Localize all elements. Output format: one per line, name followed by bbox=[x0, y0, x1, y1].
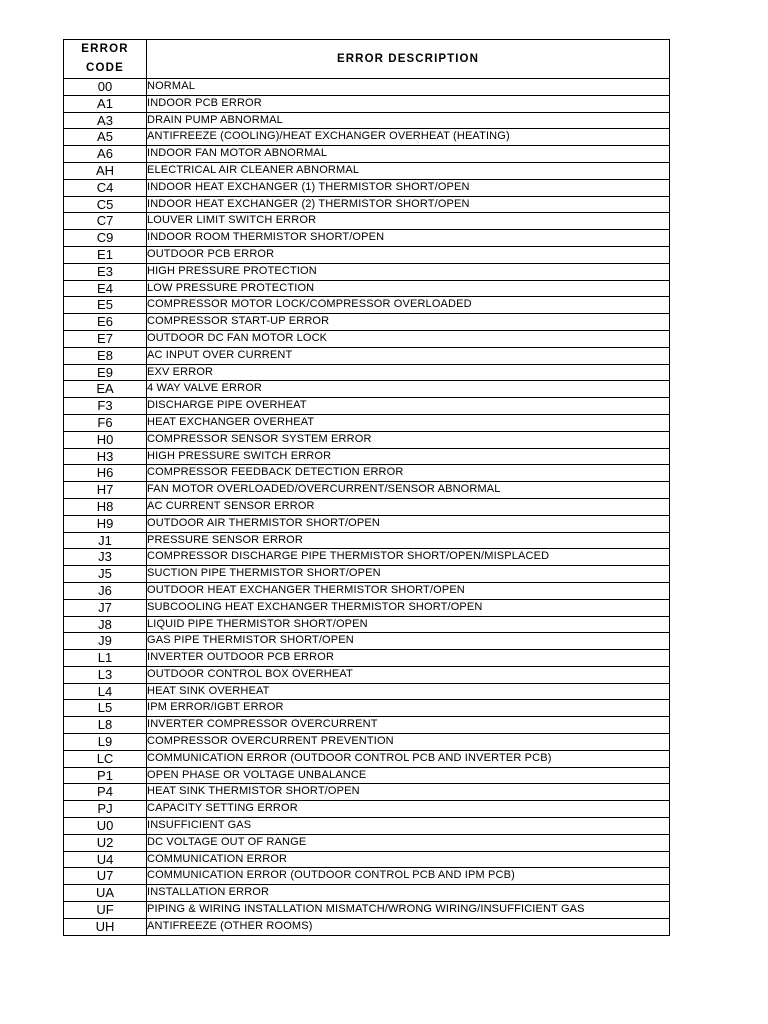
error-code-cell: J9 bbox=[64, 633, 147, 650]
error-code-cell: H8 bbox=[64, 498, 147, 515]
error-description-cell: INSUFFICIENT GAS bbox=[147, 818, 670, 835]
table-row bbox=[64, 885, 670, 902]
error-code-cell: J7 bbox=[64, 599, 147, 616]
error-description-cell: COMPRESSOR SENSOR SYSTEM ERROR bbox=[147, 431, 670, 448]
error-code-cell: L5 bbox=[64, 700, 147, 717]
table-row bbox=[64, 532, 670, 549]
error-code-cell: E7 bbox=[64, 330, 147, 347]
error-description-cell: PRESSURE SENSOR ERROR bbox=[147, 532, 670, 549]
error-description-cell: OUTDOOR DC FAN MOTOR LOCK bbox=[147, 330, 670, 347]
error-code-cell: E4 bbox=[64, 280, 147, 297]
table-row bbox=[64, 767, 670, 784]
error-description-cell: INSTALLATION ERROR bbox=[147, 885, 670, 902]
error-description-cell: NORMAL bbox=[147, 79, 670, 96]
table-row bbox=[64, 515, 670, 532]
table-row bbox=[64, 146, 670, 163]
table-row bbox=[64, 297, 670, 314]
table-row bbox=[64, 129, 670, 146]
error-code-cell: A5 bbox=[64, 129, 147, 146]
table-row bbox=[64, 263, 670, 280]
error-description-cell: DC VOLTAGE OUT OF RANGE bbox=[147, 834, 670, 851]
error-code-table bbox=[63, 39, 670, 936]
error-description-cell: ELECTRICAL AIR CLEANER ABNORMAL bbox=[147, 162, 670, 179]
error-code-cell: UF bbox=[64, 902, 147, 919]
error-code-cell: H0 bbox=[64, 431, 147, 448]
error-code-cell: L1 bbox=[64, 650, 147, 667]
error-description-cell: OPEN PHASE OR VOLTAGE UNBALANCE bbox=[147, 767, 670, 784]
error-code-cell: UH bbox=[64, 918, 147, 935]
error-description-cell: CAPACITY SETTING ERROR bbox=[147, 801, 670, 818]
error-description-cell: OUTDOOR HEAT EXCHANGER THERMISTOR SHORT/OPEN bbox=[147, 582, 670, 599]
error-description-cell: COMPRESSOR MOTOR LOCK/COMPRESSOR OVERLOADED bbox=[147, 297, 670, 314]
table-row bbox=[64, 717, 670, 734]
table-row bbox=[64, 902, 670, 919]
error-code-cell: AH bbox=[64, 162, 147, 179]
table-row bbox=[64, 868, 670, 885]
error-description-cell: HIGH PRESSURE PROTECTION bbox=[147, 263, 670, 280]
table-row bbox=[64, 314, 670, 331]
error-description-cell: INDOOR FAN MOTOR ABNORMAL bbox=[147, 146, 670, 163]
table-row bbox=[64, 230, 670, 247]
error-description-cell: OUTDOOR CONTROL BOX OVERHEAT bbox=[147, 666, 670, 683]
error-description-cell: COMMUNICATION ERROR (OUTDOOR CONTROL PCB AND IPM PCB) bbox=[147, 868, 670, 885]
error-code-cell: L3 bbox=[64, 666, 147, 683]
error-description-cell: LOUVER LIMIT SWITCH ERROR bbox=[147, 213, 670, 230]
error-description-cell: DRAIN PUMP ABNORMAL bbox=[147, 112, 670, 129]
table-row bbox=[64, 330, 670, 347]
table-row bbox=[64, 162, 670, 179]
error-code-cell: 00 bbox=[64, 79, 147, 96]
error-description-cell: ANTIFREEZE (COOLING)/HEAT EXCHANGER OVERHEAT (HEATING) bbox=[147, 129, 670, 146]
table-row bbox=[64, 750, 670, 767]
error-code-column-header bbox=[64, 40, 147, 79]
table-row bbox=[64, 246, 670, 263]
error-code-cell: H6 bbox=[64, 465, 147, 482]
error-description-cell: IPM ERROR/IGBT ERROR bbox=[147, 700, 670, 717]
table-row bbox=[64, 784, 670, 801]
error-code-cell: F6 bbox=[64, 414, 147, 431]
table-row bbox=[64, 851, 670, 868]
error-description-cell: HIGH PRESSURE SWITCH ERROR bbox=[147, 448, 670, 465]
error-code-cell: E8 bbox=[64, 347, 147, 364]
error-description-cell: COMMUNICATION ERROR bbox=[147, 851, 670, 868]
table-row bbox=[64, 633, 670, 650]
error-description-cell: INDOOR ROOM THERMISTOR SHORT/OPEN bbox=[147, 230, 670, 247]
table-header bbox=[64, 40, 670, 79]
error-code-cell: J5 bbox=[64, 566, 147, 583]
table-row bbox=[64, 801, 670, 818]
table-row bbox=[64, 347, 670, 364]
error-description-cell: COMMUNICATION ERROR (OUTDOOR CONTROL PCB AND INVERTER PCB) bbox=[147, 750, 670, 767]
error-code-cell: C9 bbox=[64, 230, 147, 247]
error-code-cell: J3 bbox=[64, 549, 147, 566]
error-description-cell: HEAT EXCHANGER OVERHEAT bbox=[147, 414, 670, 431]
error-description-cell: COMPRESSOR FEEDBACK DETECTION ERROR bbox=[147, 465, 670, 482]
error-code-cell: E3 bbox=[64, 263, 147, 280]
error-description-cell: GAS PIPE THERMISTOR SHORT/OPEN bbox=[147, 633, 670, 650]
table-row bbox=[64, 566, 670, 583]
table-row bbox=[64, 364, 670, 381]
error-code-cell: C4 bbox=[64, 179, 147, 196]
error-description-cell: AC CURRENT SENSOR ERROR bbox=[147, 498, 670, 515]
table-row bbox=[64, 683, 670, 700]
error-code-cell: J8 bbox=[64, 616, 147, 633]
table-row bbox=[64, 112, 670, 129]
error-code-cell: E5 bbox=[64, 297, 147, 314]
table-row bbox=[64, 465, 670, 482]
table-row bbox=[64, 582, 670, 599]
error-code-cell: PJ bbox=[64, 801, 147, 818]
error-description-cell: LOW PRESSURE PROTECTION bbox=[147, 280, 670, 297]
table-row bbox=[64, 414, 670, 431]
table-row bbox=[64, 95, 670, 112]
table-row bbox=[64, 734, 670, 751]
error-description-column-header: ERROR DESCRIPTION bbox=[147, 40, 670, 79]
table-row bbox=[64, 280, 670, 297]
error-description-cell: HEAT SINK THERMISTOR SHORT/OPEN bbox=[147, 784, 670, 801]
table-row bbox=[64, 918, 670, 935]
error-code-cell: L9 bbox=[64, 734, 147, 751]
error-description-cell: OUTDOOR PCB ERROR bbox=[147, 246, 670, 263]
error-description-cell: DISCHARGE PIPE OVERHEAT bbox=[147, 398, 670, 415]
error-code-cell: A1 bbox=[64, 95, 147, 112]
error-code-cell: H3 bbox=[64, 448, 147, 465]
error-description-cell: INDOOR HEAT EXCHANGER (2) THERMISTOR SHORT/OPEN bbox=[147, 196, 670, 213]
error-code-cell: C7 bbox=[64, 213, 147, 230]
error-description-cell: INDOOR PCB ERROR bbox=[147, 95, 670, 112]
error-description-cell: HEAT SINK OVERHEAT bbox=[147, 683, 670, 700]
table-row bbox=[64, 196, 670, 213]
error-code-cell: J6 bbox=[64, 582, 147, 599]
error-code-cell: F3 bbox=[64, 398, 147, 415]
error-code-cell: A3 bbox=[64, 112, 147, 129]
table-row bbox=[64, 616, 670, 633]
table-row bbox=[64, 818, 670, 835]
error-code-cell: U2 bbox=[64, 834, 147, 851]
header-row bbox=[64, 40, 670, 79]
table-row bbox=[64, 650, 670, 667]
error-description-cell: ANTIFREEZE (OTHER ROOMS) bbox=[147, 918, 670, 935]
table-row bbox=[64, 700, 670, 717]
table-row bbox=[64, 431, 670, 448]
error-code-cell: A6 bbox=[64, 146, 147, 163]
error-code-cell: P1 bbox=[64, 767, 147, 784]
table-row bbox=[64, 498, 670, 515]
table-row bbox=[64, 79, 670, 96]
table-row bbox=[64, 179, 670, 196]
error-description-cell: INVERTER COMPRESSOR OVERCURRENT bbox=[147, 717, 670, 734]
table-row bbox=[64, 834, 670, 851]
error-description-cell: EXV ERROR bbox=[147, 364, 670, 381]
error-description-cell: FAN MOTOR OVERLOADED/OVERCURRENT/SENSOR ABNORMAL bbox=[147, 482, 670, 499]
table-row bbox=[64, 666, 670, 683]
error-description-cell: SUCTION PIPE THERMISTOR SHORT/OPEN bbox=[147, 566, 670, 583]
error-description-cell: SUBCOOLING HEAT EXCHANGER THERMISTOR SHORT/OPEN bbox=[147, 599, 670, 616]
table-row bbox=[64, 549, 670, 566]
error-code-cell: EA bbox=[64, 381, 147, 398]
error-description-cell: 4 WAY VALVE ERROR bbox=[147, 381, 670, 398]
table-row bbox=[64, 381, 670, 398]
error-description-cell: COMPRESSOR OVERCURRENT PREVENTION bbox=[147, 734, 670, 751]
error-code-cell: U0 bbox=[64, 818, 147, 835]
error-code-cell: U7 bbox=[64, 868, 147, 885]
error-code-cell: E9 bbox=[64, 364, 147, 381]
table-row bbox=[64, 599, 670, 616]
error-code-cell: J1 bbox=[64, 532, 147, 549]
error-code-sheet bbox=[63, 39, 669, 936]
error-code-cell: H7 bbox=[64, 482, 147, 499]
error-code-cell: L8 bbox=[64, 717, 147, 734]
error-code-cell: E1 bbox=[64, 246, 147, 263]
error-code-cell: LC bbox=[64, 750, 147, 767]
table-row bbox=[64, 213, 670, 230]
error-code-cell: C5 bbox=[64, 196, 147, 213]
table-row bbox=[64, 448, 670, 465]
error-description-cell: COMPRESSOR START-UP ERROR bbox=[147, 314, 670, 331]
table-body bbox=[64, 79, 670, 936]
error-code-cell: H9 bbox=[64, 515, 147, 532]
error-code-cell: E6 bbox=[64, 314, 147, 331]
error-description-cell: AC INPUT OVER CURRENT bbox=[147, 347, 670, 364]
header-code-line2: CODE bbox=[85, 62, 125, 74]
error-description-cell: LIQUID PIPE THERMISTOR SHORT/OPEN bbox=[147, 616, 670, 633]
error-code-cell: U4 bbox=[64, 851, 147, 868]
error-description-cell: OUTDOOR AIR THERMISTOR SHORT/OPEN bbox=[147, 515, 670, 532]
error-description-cell: INVERTER OUTDOOR PCB ERROR bbox=[147, 650, 670, 667]
error-description-cell: COMPRESSOR DISCHARGE PIPE THERMISTOR SHORT/OPEN/MISPLACED bbox=[147, 549, 670, 566]
error-description-cell: PIPING & WIRING INSTALLATION MISMATCH/WRONG WIRING/INSUFFICIENT GAS bbox=[147, 902, 670, 919]
error-description-cell: INDOOR HEAT EXCHANGER (1) THERMISTOR SHORT/OPEN bbox=[147, 179, 670, 196]
header-code-line1: ERROR bbox=[81, 43, 129, 55]
table-row bbox=[64, 398, 670, 415]
error-code-cell: UA bbox=[64, 885, 147, 902]
table-row bbox=[64, 482, 670, 499]
error-code-cell: P4 bbox=[64, 784, 147, 801]
error-code-cell: L4 bbox=[64, 683, 147, 700]
